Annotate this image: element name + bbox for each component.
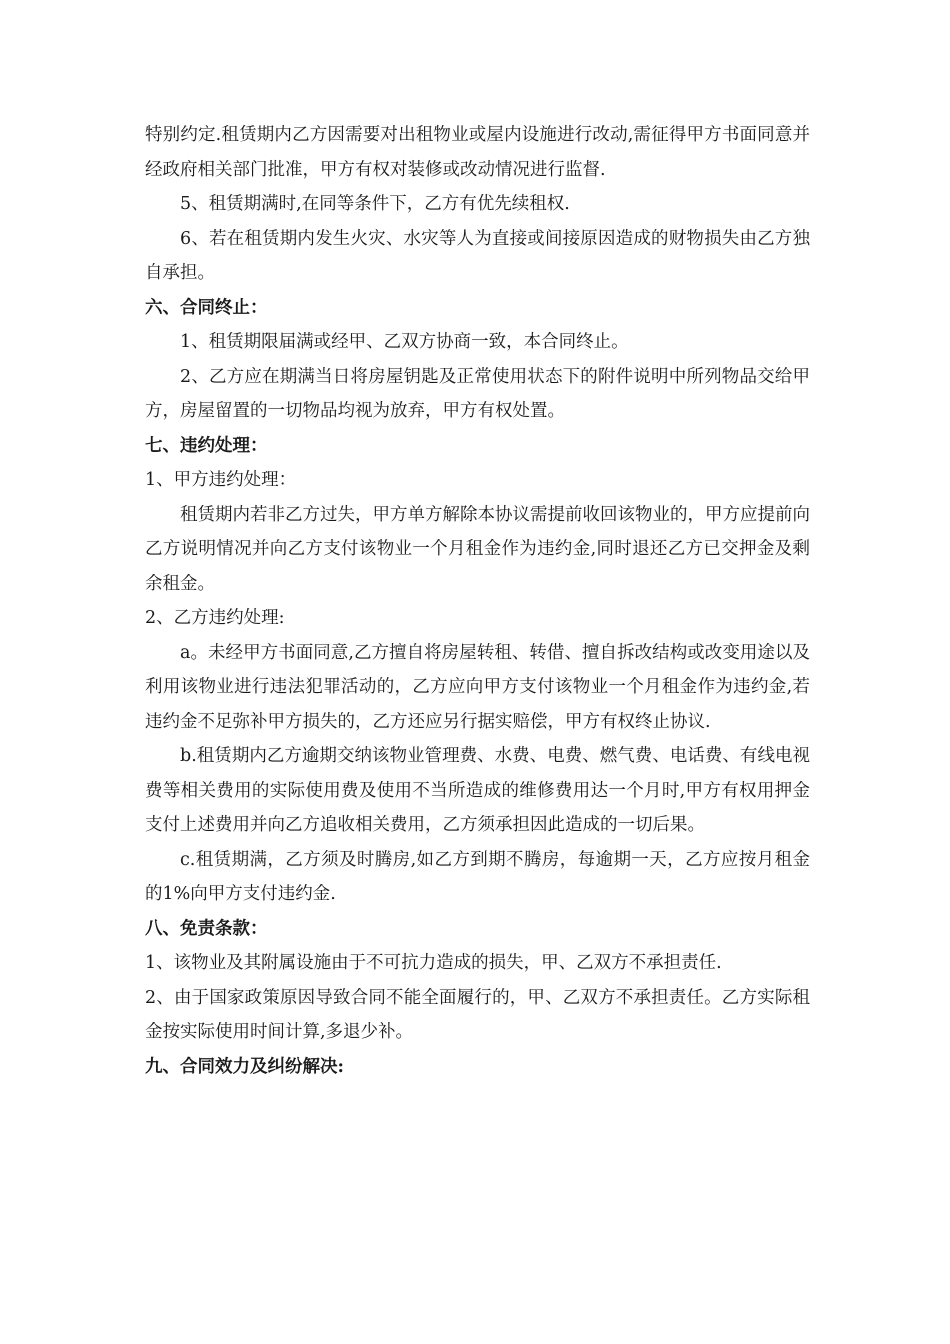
paragraph-party-a-breach: 租赁期内若非乙方过失，甲方单方解除本协议需提前收回该物业的，甲方应提前向乙方说明情况并向乙方支付该物业一个月租金作为违约金,同时退还乙方已交押金及剩余租金。	[145, 504, 810, 594]
section-heading-exemption: 八、免责条款：	[145, 918, 268, 939]
document-body	[145, 118, 810, 1084]
paragraph-exemption-2: 2、由于国家政策原因导致合同不能全面履行的，甲、乙双方不承担责任。乙方实际租金按实际使用时间计算,多退少补。	[145, 987, 810, 1042]
paragraph-breach-c: c.租赁期满，乙方须及时腾房,如乙方到期不腾房，每逾期一天，乙方应按月租金的1%向甲方支付违约金.	[145, 849, 810, 904]
subheading-party-a-breach: 1、甲方违约处理：	[145, 470, 297, 490]
paragraph-termination-2: 2、乙方应在期满当日将房屋钥匙及正常使用状态下的附件说明中所列物品交给甲方，房屋留置的一切物品均视为放弃，甲方有权处置。	[145, 366, 810, 421]
paragraph-clause-5: 5、租赁期满时,在同等条件下，乙方有优先续租权.	[180, 194, 570, 214]
paragraph-breach-b: b.租赁期内乙方逾期交纳该物业管理费、水费、电费、燃气费、电话费、有线电视费等相关费用的实际使用费及使用不当所造成的维修费用达一个月时,甲方有权用押金支付上述费用并向乙方追收相关费用，乙方须承担因此造成的一切后果。	[145, 746, 810, 835]
paragraph-breach-a: a。未经甲方书面同意,乙方擅自将房屋转租、转借、擅自拆改结构或改变用途以及利用该物业进行违法犯罪活动的，乙方应向甲方支付该物业一个月租金作为违约金,若违约金不足弥补甲方损失的，乙方还应另行据实赔偿，甲方有权终止协议.	[145, 642, 810, 732]
section-heading-breach: 七、违约处理：	[145, 435, 268, 456]
paragraph-special-agreement: 特别约定.租赁期内乙方因需要对出租物业或屋内设施进行改动,需征得甲方书面同意并经政府相关部门批准，甲方有权对装修或改动情况进行监督.	[145, 125, 810, 180]
section-heading-validity: 九、合同效力及纠纷解决:	[145, 1056, 344, 1077]
section-heading-termination: 六、合同终止：	[145, 297, 268, 318]
paragraph-termination-1: 1、租赁期限届满或经甲、乙双方协商一致，本合同终止。	[180, 332, 629, 352]
paragraph-clause-6: 6、若在租赁期内发生火灾、水灾等人为直接或间接原因造成的财物损失由乙方独自承担。	[145, 228, 810, 283]
paragraph-exemption-1: 1、该物业及其附属设施由于不可抗力造成的损失，甲、乙双方不承担责任.	[145, 953, 722, 973]
subheading-party-b-breach: 2、乙方违约处理:	[145, 608, 285, 628]
